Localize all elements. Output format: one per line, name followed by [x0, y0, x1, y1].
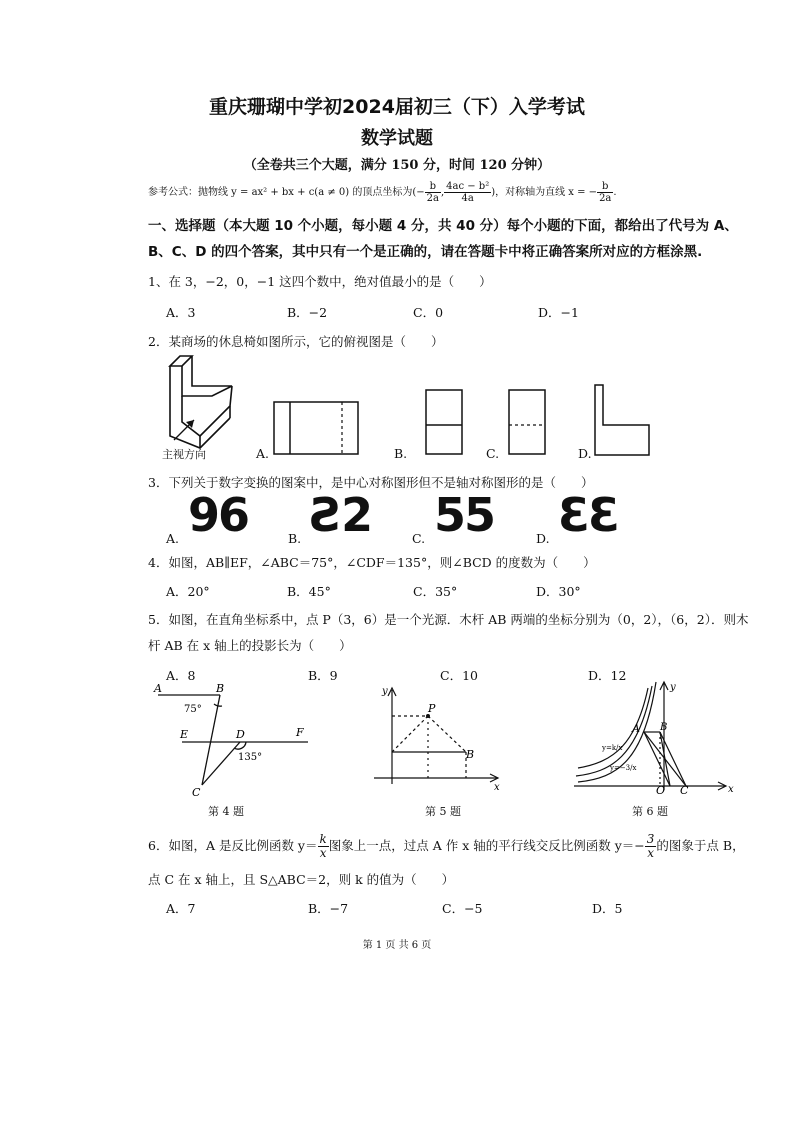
q3-option-b[interactable]: B. — [288, 531, 302, 546]
figure-6-caption: 第 6 题 — [632, 805, 668, 818]
q6-frac-3-den: x — [647, 846, 654, 860]
formula-frac-1 — [425, 181, 441, 204]
f6-axis-x: x — [728, 784, 734, 795]
figure-6 — [570, 678, 740, 796]
f6-label-b: B — [660, 722, 668, 733]
q2-view-label: 主视方向 — [162, 448, 206, 461]
q6-mid: 图象上一点，过点 A 作 x 轴的平行线交反比例函数 y＝− — [328, 838, 645, 853]
formula-mid: ，对称轴为直线 x = − — [495, 187, 598, 198]
frac-3-den: 2a — [599, 193, 612, 204]
figure-4-caption: 第 4 题 — [208, 805, 244, 818]
f5-axis-x: x — [494, 782, 500, 793]
q5-stem-line1: 5．如图，在直角坐标系中，点 P（3，6）是一个光源．木杆 AB 两端的坐标分别为（0，2），（6，2）．则木 — [148, 612, 749, 627]
q4-option-a[interactable]: A．20° — [166, 584, 210, 599]
f4-label-a: A — [154, 682, 162, 695]
q6-pre: 6．如图，A 是反比例函数 y＝ — [148, 838, 318, 853]
f6-curve-1: y=k/x — [602, 744, 623, 752]
q3-glyph-b: Ƨ2 — [310, 488, 372, 542]
q2-chair-figure — [160, 352, 245, 452]
q6-option-a[interactable]: A．7 — [166, 901, 196, 916]
q6-stem-line1 — [148, 833, 745, 860]
formula-prefix: 参考公式：抛物线 y = ax² + bx + c(a ≠ 0) 的顶点坐标为 — [148, 187, 413, 198]
f5-axis-y: y — [382, 686, 388, 697]
q2-stem: 2．某商场的休息椅如图所示，它的俯视图是（ ） — [148, 334, 444, 349]
q2-option-c-figure — [508, 389, 548, 457]
f6-label-o: O — [656, 784, 666, 797]
frac-2-num: 4ac − b² — [446, 181, 490, 192]
figure-5 — [372, 686, 512, 794]
f4-label-f: F — [296, 726, 304, 739]
f5-label-p: P — [428, 702, 436, 715]
q5-option-c[interactable]: C．10 — [440, 668, 478, 683]
f5-label-b: B — [466, 748, 475, 761]
q1-option-b[interactable]: B．−2 — [287, 305, 328, 320]
q2-option-c[interactable]: C. — [486, 446, 500, 461]
f4-label-e: E — [180, 728, 189, 741]
q3-glyph-d: ƐƐ — [558, 488, 619, 542]
q5-option-a[interactable]: A．8 — [166, 668, 196, 683]
q6-option-d[interactable]: D．5 — [592, 901, 623, 916]
f4-label-c: C — [192, 786, 201, 799]
f4-label-d: D — [236, 728, 245, 741]
section1-line2: B、C、D 的四个答案，其中只有一个是正确的，请在答题卡中将正确答案所对应的方框涂黑. — [148, 244, 703, 260]
q3-stem: 3．下列关于数字变换的图案中，是中心对称图形但不是轴对称图形的是（ ） — [148, 475, 594, 490]
q4-option-c[interactable]: C．35° — [413, 584, 458, 599]
q6-frac-k-num: k — [319, 832, 327, 846]
q6-option-c[interactable]: C．−5 — [442, 901, 483, 916]
formula-close: ) — [491, 187, 496, 198]
frac-1-den: 2a — [426, 193, 439, 204]
q2-option-d[interactable]: D. — [578, 446, 592, 461]
section1-line1: 一、选择题（本大题 10 个小题，每小题 4 分，共 40 分）每个小题的下面，都给出了代号为 A、 — [148, 218, 738, 234]
q2-option-a[interactable]: A. — [256, 446, 270, 461]
formula-frac-2 — [444, 181, 491, 204]
q5-stem-line2: 杆 AB 在 x 轴上的投影长为（ ） — [148, 638, 352, 653]
q6-stem-line2: 点 C 在 x 轴上，且 S△ABC＝2，则 k 的值为（ ） — [148, 872, 455, 887]
f4-label-b: B — [216, 682, 225, 695]
q6-option-b[interactable]: B．−7 — [308, 901, 349, 916]
f6-axis-y: y — [670, 682, 676, 693]
q4-option-d[interactable]: D．30° — [536, 584, 581, 599]
exam-note: （全卷共三个大题，满分 150 分，时间 120 分钟） — [243, 158, 551, 173]
q1-stem: 1、在 3，−2，0，−1 这四个数中，绝对值最小的是（ ） — [148, 274, 492, 289]
formula-end: . — [613, 187, 617, 198]
q2-option-a-figure — [273, 401, 361, 457]
f4-angle-75: 75° — [184, 704, 202, 715]
f4-angle-135: 135° — [238, 752, 263, 763]
page-footer: 第 1 页 共 6 页 — [362, 940, 432, 951]
q2-option-b-figure — [425, 389, 465, 457]
formula-frac-3 — [597, 181, 613, 204]
exam-subtitle: 数学试题 — [361, 128, 433, 149]
formula-comma: , — [440, 187, 445, 198]
formula-open: (− — [412, 187, 425, 198]
frac-3-num: b — [597, 181, 613, 193]
q1-option-d[interactable]: D．−1 — [538, 305, 579, 320]
q5-option-b[interactable]: B．9 — [308, 668, 338, 683]
f6-curve-2: y=−3/x — [610, 764, 637, 772]
q4-option-b[interactable]: B．45° — [287, 584, 331, 599]
q5-option-d[interactable]: D．12 — [588, 668, 627, 683]
q4-stem: 4．如图，AB∥EF，∠ABC＝75°，∠CDF＝135°，则∠BCD 的度数为（ ） — [148, 555, 596, 570]
q3-option-c[interactable]: C. — [412, 531, 426, 546]
q2-option-b[interactable]: B. — [394, 446, 408, 461]
frac-1-num: b — [425, 181, 441, 193]
f6-label-a: A — [632, 722, 640, 735]
q1-option-c[interactable]: C．0 — [413, 305, 444, 320]
q3-glyph-a: 96 — [188, 488, 249, 542]
q1-option-a[interactable]: A．3 — [166, 305, 196, 320]
q6-post: 的图象于点 B， — [656, 838, 745, 853]
exam-title: 重庆珊瑚中学初2024届初三（下）入学考试 — [209, 96, 585, 118]
q6-frac-3 — [645, 833, 657, 860]
q2-option-d-figure — [593, 383, 653, 457]
q6-frac-k-den: x — [319, 846, 327, 860]
figure-4 — [150, 682, 320, 802]
figure-5-caption: 第 5 题 — [425, 805, 461, 818]
f6-label-c: C — [680, 784, 689, 797]
q6-frac-3-num: 3 — [646, 832, 655, 846]
q3-glyph-c: 55 — [434, 488, 495, 542]
q3-option-a[interactable]: A. — [166, 531, 180, 546]
q3-option-d[interactable]: D. — [536, 531, 550, 546]
q6-frac-k — [318, 833, 329, 860]
reference-formula — [148, 181, 617, 204]
frac-2-den: 4a — [461, 193, 474, 204]
